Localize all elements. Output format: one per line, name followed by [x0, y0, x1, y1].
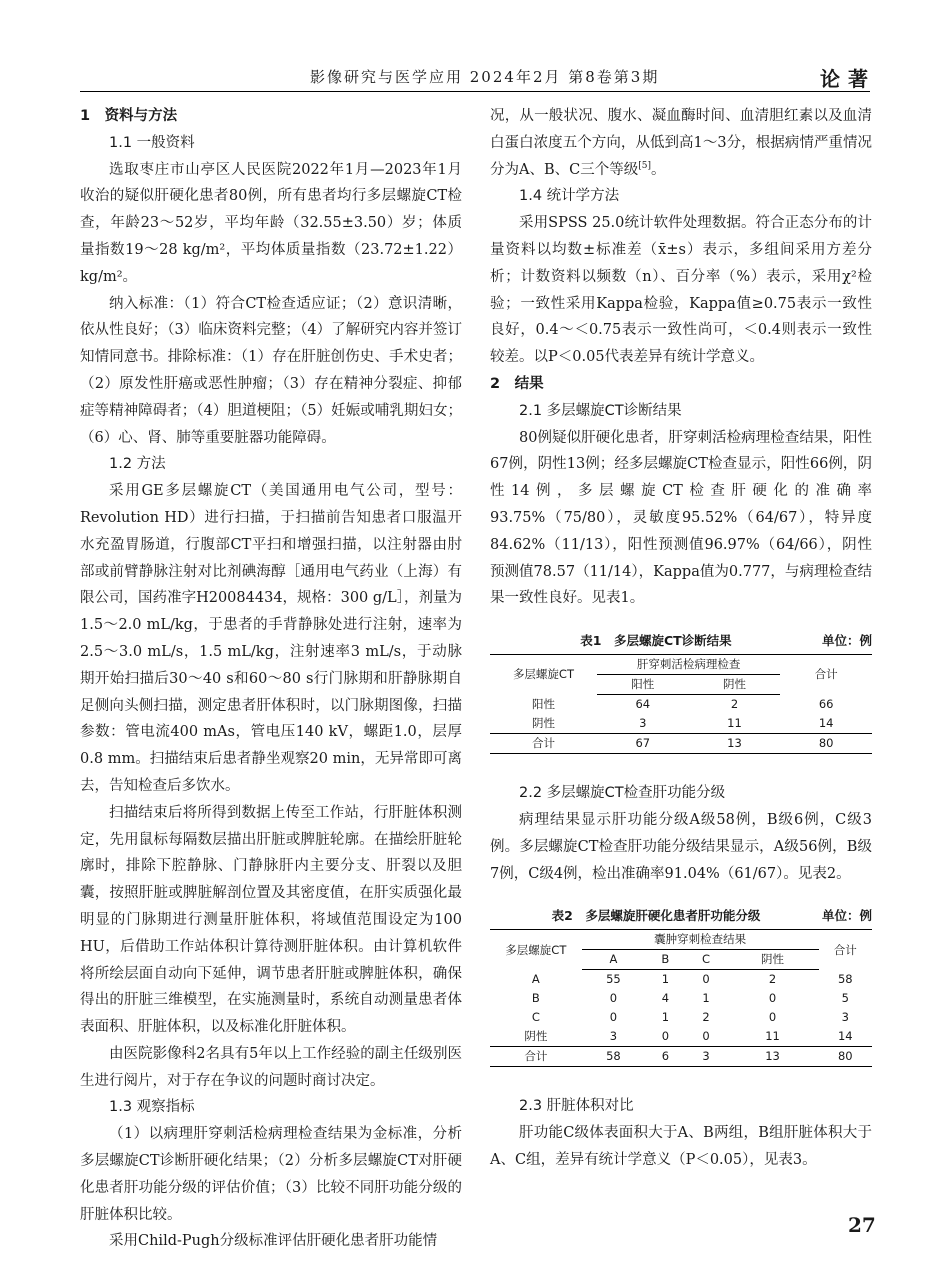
- table-cell: 0: [768, 991, 777, 1006]
- table-2-row-header: 多层螺旋CT: [490, 930, 582, 970]
- table-row: [490, 970, 872, 990]
- table-cell: 80: [819, 1047, 872, 1067]
- table-row: [490, 714, 872, 734]
- right-column: [490, 103, 872, 1174]
- table-2-caption: [490, 907, 872, 925]
- section-label: 论著: [820, 67, 876, 91]
- table-cell: 6: [645, 1047, 685, 1067]
- table-cell: 2: [730, 697, 739, 712]
- table-cell: 合计: [490, 734, 597, 754]
- table-cell: 3: [639, 716, 647, 731]
- table-cell: 3: [609, 1029, 618, 1044]
- header-rule: [80, 91, 870, 92]
- paragraph-observation-1: （1）以病理肝穿刺活检病理检查结果为金标准，分析多层螺旋CT诊断肝硬化结果；（2）分析多层螺旋CT对肝硬化患者肝功能分级的评估价值；（3）比较不同肝功能分级的肝脏体积比较。: [80, 1126, 462, 1223]
- paragraph-method-3: 由医院影像科2名具有5年以上工作经验的副主任级别医生进行阅片，对于存在争议的问题时商讨决定。: [80, 1045, 462, 1089]
- paragraph-observation-continued: [490, 103, 872, 183]
- sentence-end: 。: [650, 161, 666, 178]
- table-cell: 55: [606, 972, 621, 987]
- table-cell: 80: [780, 734, 872, 754]
- table-cell: 14: [837, 1029, 853, 1044]
- table-cell: B: [531, 991, 540, 1006]
- table-cell: 阴性: [524, 1029, 548, 1044]
- table-cell: 1: [702, 991, 710, 1006]
- table-cell: 3: [841, 1010, 849, 1025]
- table-1-col-positive: 阳性: [597, 675, 689, 695]
- subheading-method: 1.2 方法: [109, 456, 166, 473]
- table-1-grid: [490, 654, 872, 754]
- paragraph-method-2: 扫描结束后将所得到数据上传至工作站，行肝脏体积测定，先用鼠标每隔数层描出肝脏或脾脏轮廓。在描绘肝脏轮廓时，排除下腔静脉、门静脉肝内主要分支、肝裂以及胆囊，按照肝脏或脾脏解剖位置及其密度值，在肝实质强化最明显的门脉期进行测量肝脏体积，将域值范围设定为100 HU，后借助工作站体积计算待测肝脏体积。由计算机软件将所绘层面自动向下延伸，调节患者肝脏或脾脏体积，确保得出的肝脏三维模型，在实施测量时，系统自动测量患者体表面积、肝脏体积，以及标准化肝脏体积。: [80, 804, 462, 1036]
- paragraph-result-2: 病理结果显示肝功能分级A级58例，B级6例，C级3例。多层螺旋CT检查肝功能分级结果显示，A级56例，B级7例，C级4例，检出准确率91.04%（61/67）。见表2。: [490, 811, 872, 882]
- table-1-row-header: 多层螺旋CT: [490, 655, 597, 695]
- table-cell: 14: [818, 716, 834, 731]
- page-number: 27: [848, 1213, 876, 1237]
- table-2-col-a: A: [582, 950, 645, 970]
- left-column: [80, 103, 462, 1255]
- table-cell: 合计: [490, 1047, 582, 1067]
- table-2-col-b: B: [645, 950, 685, 970]
- table-cell: 64: [635, 697, 651, 712]
- table-1-group-header: 肝穿刺活检病理检查: [597, 655, 780, 675]
- table-2-unit: 单位：例: [821, 908, 872, 924]
- table-1-total-header: 合计: [780, 655, 872, 695]
- table-2-col-negative: 阴性: [727, 950, 819, 970]
- reference-5: [5]: [638, 160, 651, 171]
- subheading-general: 1.1 一般资料: [109, 134, 195, 151]
- paragraph-observation-2: 采用Child-Pugh分级标准评估肝硬化患者肝功能情: [109, 1233, 438, 1250]
- table-1: [490, 632, 872, 754]
- table-cell: 1: [661, 1010, 670, 1025]
- table-cell: 0: [609, 1010, 618, 1025]
- table-1-col-negative: 阴性: [689, 675, 781, 695]
- subheading-result-2: 2.2 多层螺旋CT检查肝功能分级: [519, 785, 726, 802]
- table-2-title: 表2 多层螺旋肝硬化患者肝功能分级: [551, 908, 761, 924]
- table-2: [490, 907, 872, 1067]
- table-cell: 2: [702, 1010, 710, 1025]
- page-header: [0, 0, 950, 100]
- paragraph-observation-continued-text: 况，从一般状况、腹水、凝血酶时间、血清胆红素以及血清白蛋白浓度五个方向，从低到高1～3分，根据病情严重情况分为A、B、C三个等级: [490, 108, 872, 178]
- table-1-title: 表1 多层螺旋CT诊断结果: [580, 633, 732, 649]
- table-cell: 11: [727, 716, 742, 731]
- table-1-unit: 单位：例: [821, 633, 872, 649]
- paragraph-criteria: 纳入标准：（1）符合CT检查适应证；（2）意识清晰，依从性良好；（3）临床资料完整；（4）了解研究内容并签订知情同意书。排除标准：（1）存在肝脏创伤史、手术史者；（2）原发性肝癌或恶性肿瘤；（3）存在精神分裂症、抑郁症等精神障碍者；（4）胆道梗阻；（5）妊娠或哺乳期妇女；（6）心、肾、肺等重要脏器功能障碍。: [80, 295, 462, 446]
- paragraph-statistics: 采用SPSS 25.0统计软件处理数据。符合正态分布的计量资料以均数±标准差（x̄±s）表示，多组间采用方差分析；计数资料以频数（n）、百分率（%）表示，采用χ²检验；一致性采用Kappa检验，Kappa值≥0.75表示一致性良好，0.4～＜0.75表示一致性尚可，＜0.4则表示一致性较差。以P＜0.05代表差异有统计学意义。: [490, 215, 872, 366]
- table-cell: 66: [818, 696, 834, 711]
- table-cell: C: [531, 1010, 540, 1025]
- subheading-result-1: 2.1 多层螺旋CT诊断结果: [519, 402, 682, 419]
- paragraph-result-1: 80例疑似肝硬化患者，肝穿刺活检病理检查结果，阳性67例，阴性13例；经多层螺旋CT检查显示，阳性66例，阴性14例，多层螺旋CT检查肝硬化的准确率93.75%（75/80），灵敏度95.52%（64/67），特异度84.62%（11/13），阳性预测值96.97%（64/66），阴性预测值78.57（11/14），Kappa值为0.777，与病理检查结果一致性良好。见表1。: [490, 429, 872, 607]
- table-row: [490, 1047, 872, 1067]
- table-cell: 0: [702, 1029, 710, 1044]
- table-row: [490, 1008, 872, 1027]
- table-2-group-header: 囊肿穿刺检查结果: [582, 930, 819, 950]
- paragraph-general: 选取枣庄市山亭区人民医院2022年1月—2023年1月收治的疑似肝硬化患者80例，所有患者均行多层螺旋CT检查，年龄23～52岁，平均年龄（32.55±3.50）岁；体质量指数19～28 kg/m²，平均体质量指数（23.72±1.22）kg/m²。: [80, 161, 462, 285]
- section-heading-methods: 1 资料与方法: [80, 108, 178, 124]
- table-cell: 13: [727, 1047, 819, 1067]
- table-1-caption: [490, 632, 872, 650]
- table-cell: 4: [661, 991, 670, 1006]
- table-cell: 58: [582, 1047, 645, 1067]
- paragraph-result-3: 肝功能C级体表面积大于A、B两组，B组肝脏体积大于A、C组，差异有统计学意义（P＜0.05），见表3。: [490, 1125, 872, 1168]
- table-2-col-c: C: [686, 950, 727, 970]
- table-cell: 0: [661, 1029, 670, 1044]
- table-2-grid: [490, 929, 872, 1067]
- subheading-result-3: 2.3 肝脏体积对比: [519, 1098, 634, 1115]
- table-cell: 5: [841, 991, 849, 1006]
- paragraph-method-1: 采用GE多层螺旋CT（美国通用电气公司，型号：Revolution HD）进行扫描，于扫描前告知患者口服温开水充盈胃肠道，行腹部CT平扫和增强扫描，以注射器由肘部或前臂静脉注射对比剂碘海醇［通用电气药业（上海）有限公司，国药准字H20084434，规格：300 g/L］，剂量为1.5～2.0 mL/kg，于患者的手背静脉处进行注射，速率为2.5～3.0 mL/s，1.5 mL/kg，注射速率3 mL/s，于动脉期开始扫描后30～40 s和60～80 s行门脉期和肝静脉期自足侧向头侧扫描，测定患者肝体积时，以门脉期图像，扫描参数：管电流400 mAs，管电压140 kV，螺距1.0，层厚0.8 mm。扫描结束后患者静坐观察20 min，无异常即可离去，告知检查后多饮水。: [80, 483, 462, 794]
- table-cell: 阴性: [531, 716, 555, 731]
- table-cell: 3: [686, 1047, 727, 1067]
- table-row: [490, 1027, 872, 1047]
- table-cell: 2: [768, 972, 777, 987]
- table-row: [490, 695, 872, 715]
- table-row: [490, 734, 872, 754]
- table-row: [490, 989, 872, 1008]
- table-cell: 13: [689, 734, 781, 754]
- table-cell: 11: [765, 1029, 780, 1044]
- table-cell: 0: [609, 991, 618, 1006]
- table-cell: 1: [661, 972, 670, 987]
- journal-info: 影像研究与医学应用 2024年2月 第8卷第3期: [310, 68, 660, 86]
- table-cell: 阳性: [531, 696, 555, 711]
- table-cell: 0: [768, 1010, 777, 1025]
- section-heading-results: 2 结果: [490, 375, 544, 392]
- subheading-observation: 1.3 观察指标: [109, 1099, 195, 1116]
- table-2-total-header: 合计: [819, 930, 872, 970]
- table-cell: 58: [837, 972, 853, 987]
- subheading-statistics: 1.4 统计学方法: [519, 188, 620, 205]
- table-cell: 67: [597, 734, 689, 754]
- table-cell: 0: [702, 972, 710, 987]
- table-cell: A: [531, 972, 540, 987]
